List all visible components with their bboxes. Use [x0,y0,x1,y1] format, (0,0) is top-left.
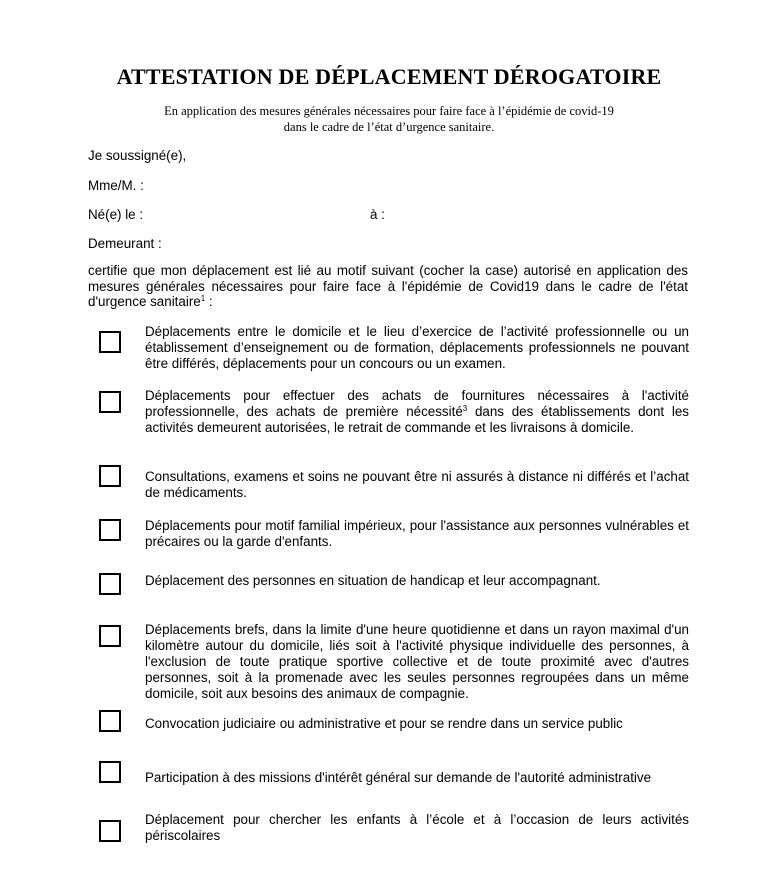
name-label: Mme/M. : [88,178,144,193]
option-travail-text: Déplacements entre le domicile et le lieu d’exercice de l’activité professionnelle ou un établissement d’enseignement ou de formation, déplacements professionnels ne pouvant être différés, déplacements pour un concours ou un examen. [145,324,689,371]
subtitle-line-1: En application des mesures générales nécessaires pour faire face à l’épidémie de covid-19 [164,104,614,118]
option-enfants-text: Déplacement pour chercher les enfants à l’école et à l’occasion de leurs activités périscolaires [145,812,689,843]
option-convocation-text: Convocation judiciaire ou administrative et pour se rendre dans un service public [145,716,623,731]
option-achats-text [145,388,689,436]
subtitle-line-2: dans le cadre de l’état d’urgence sanitaire. [283,120,495,134]
intro-suffix: : [205,294,213,309]
checkbox-sport-animaux[interactable] [99,625,121,647]
option-achats-text-after: dans des établissements dont les activités demeurent autorisées, le retrait de commande et les livraisons à domicile. [145,404,689,435]
checkbox-travail[interactable] [99,331,121,353]
option-sante-text: Consultations, examens et soins ne pouvant être ni assurés à distance ni différés et l’achat de médicaments. [145,469,689,500]
option-famille-text: Déplacements pour motif familial impérieux, pour l'assistance aux personnes vulnérables et précaires ou la garde d'enfants. [145,518,689,549]
checkbox-achats[interactable] [99,391,121,413]
option-sport-animaux-text: Déplacements brefs, dans la limite d'une heure quotidienne et dans un rayon maximal d'un kilomètre autour du domicile, liés soit à l'activité physique individuelle des personnes, à l'exclusion de toute pratique sportive collective et de toute proximité avec d'autres personnes, soit à la promenade avec les seules personnes regroupées dans un même domicile, soit aux besoins des animaux de compagnie. [145,622,689,701]
checkbox-sante[interactable] [99,465,121,487]
address-label: Demeurant : [88,236,162,251]
intro-text: certifie que mon déplacement est lié au motif suivant (cocher la case) autorisé en application des mesures générales nécessaires pour faire face à l'épidémie de Covid19 dans le cadre de l'état d'urgence sanitaire [88,263,688,309]
checkbox-convocation[interactable] [99,710,121,732]
intro-paragraph [88,263,688,310]
intro-footnote: 1 [200,294,206,303]
birth-place-label: à : [370,207,385,222]
document-title: ATTESTATION DE DÉPLACEMENT DÉROGATOIRE [116,64,662,89]
checkbox-enfants[interactable] [99,820,121,842]
birth-date-label: Né(e) le : [88,207,144,222]
option-missions-text: Participation à des missions d'intérêt général sur demande de l'autorité administrative [145,770,652,785]
soussigne-label: Je soussigné(e), [88,148,187,163]
option-handicap-text: Déplacement des personnes en situation de handicap et leur accompagnant. [145,573,601,588]
option-achats-footnote: 3 [462,404,468,413]
option-achats-text-before: Déplacements pour effectuer des achats de fournitures nécessaires à l'activité professionnelle, des achats de première nécessité [145,388,689,419]
checkbox-famille[interactable] [99,519,121,541]
checkbox-missions[interactable] [99,761,121,783]
checkbox-handicap[interactable] [99,573,121,595]
